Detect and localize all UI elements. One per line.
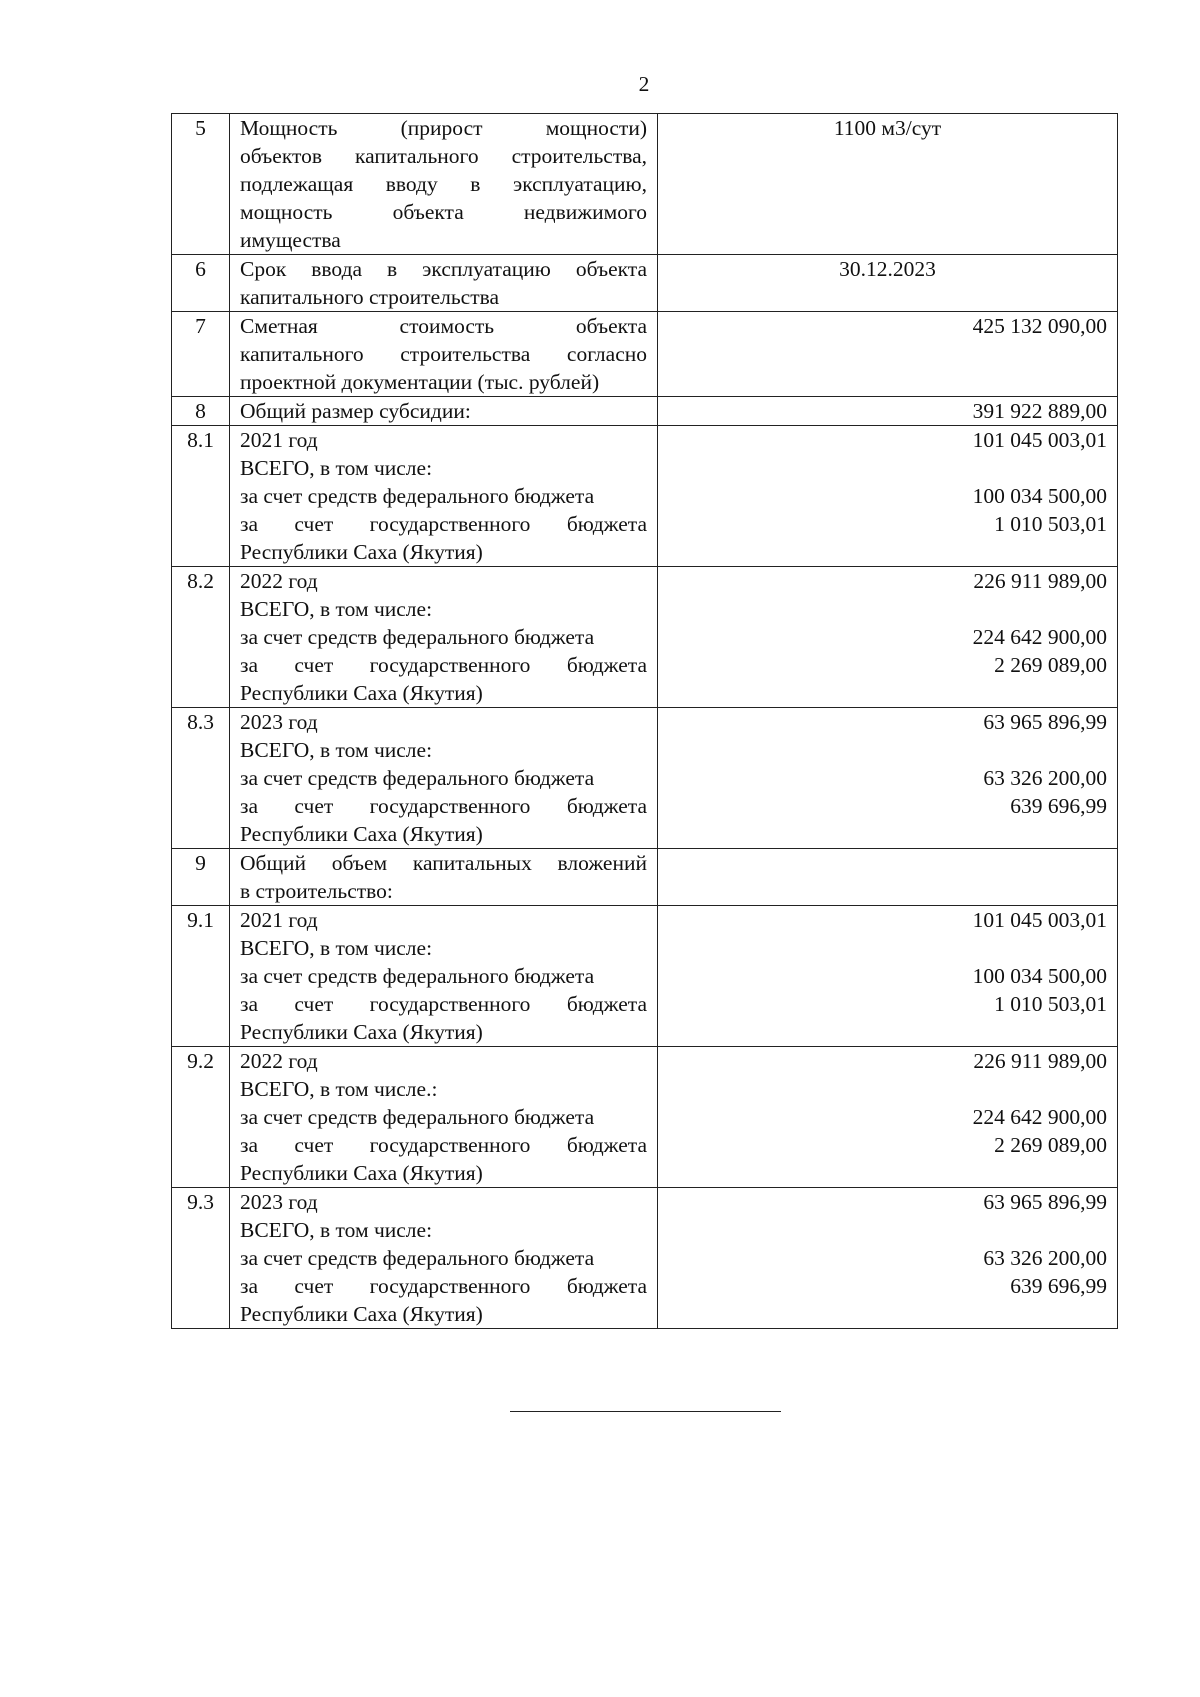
row-description	[230, 849, 658, 906]
description-line: за счет средств федерального бюджета	[240, 766, 595, 790]
description-line: Республики Саха (Якутия)	[240, 822, 483, 846]
row-value	[658, 312, 1118, 397]
description-line: 2023 год	[240, 710, 318, 734]
description-line: ВСЕГО, в том числе:	[240, 597, 433, 621]
row-number: 6	[172, 255, 230, 312]
table-body	[172, 114, 1118, 1329]
value-line: 63 965 896,99	[983, 1190, 1107, 1214]
value-line: 101 045 003,01	[972, 428, 1107, 452]
row-value	[658, 426, 1118, 567]
description-line: за счет средств федерального бюджета	[240, 964, 595, 988]
row-number: 8.1	[172, 426, 230, 567]
row-number: 7	[172, 312, 230, 397]
value-line: 226 911 989,00	[973, 1049, 1107, 1073]
table-row	[172, 114, 1118, 255]
value-line: 391 922 889,00	[972, 399, 1107, 423]
description-line: за счет средств федерального бюджета	[240, 1246, 595, 1270]
description-line: Республики Саха (Якутия)	[240, 1302, 483, 1326]
value-line: 2 269 089,00	[994, 1133, 1107, 1157]
row-description	[230, 255, 658, 312]
row-value	[658, 1188, 1118, 1329]
description-line: ВСЕГО, в том числе:	[240, 1218, 433, 1242]
value-line: 1100 м3/сут	[833, 116, 942, 140]
row-description	[230, 312, 658, 397]
table-row	[172, 567, 1118, 708]
value-line: 63 326 200,00	[983, 766, 1107, 790]
description-line: капитального строительства согласно	[240, 342, 647, 366]
description-line: 2023 год	[240, 1190, 318, 1214]
value-line: 639 696,99	[1010, 794, 1107, 818]
row-value	[658, 114, 1118, 255]
table-row	[172, 426, 1118, 567]
description-line: имущества	[240, 228, 341, 252]
row-number: 8.3	[172, 708, 230, 849]
row-value	[658, 397, 1118, 426]
value-line: 63 965 896,99	[983, 710, 1107, 734]
row-description	[230, 114, 658, 255]
row-value	[658, 849, 1118, 906]
value-line: 100 034 500,00	[972, 484, 1107, 508]
row-number: 9.1	[172, 906, 230, 1047]
value-line	[668, 736, 1107, 764]
description-line: 2021 год	[240, 428, 318, 452]
description-line: Мощность (прирост мощности)	[240, 116, 647, 140]
description-line: Республики Саха (Якутия)	[240, 540, 483, 564]
description-line: за счет государственного бюджета	[240, 653, 647, 677]
value-line	[668, 1216, 1107, 1244]
value-line: 30.12.2023	[839, 257, 936, 281]
table-row	[172, 397, 1118, 426]
row-value	[658, 1047, 1118, 1188]
value-line: 226 911 989,00	[973, 569, 1107, 593]
value-line: 1 010 503,01	[994, 512, 1107, 536]
description-line: за счет государственного бюджета	[240, 512, 647, 536]
value-line: 101 045 003,01	[972, 908, 1107, 932]
row-value	[658, 567, 1118, 708]
table-row	[172, 312, 1118, 397]
description-line: 2021 год	[240, 908, 318, 932]
row-number: 8.2	[172, 567, 230, 708]
description-line: Республики Саха (Якутия)	[240, 681, 483, 705]
description-line: за счет средств федерального бюджета	[240, 484, 595, 508]
description-line: ВСЕГО, в том числе.:	[240, 1077, 438, 1101]
value-line	[668, 454, 1107, 482]
page-number: 2	[638, 72, 650, 96]
row-description	[230, 567, 658, 708]
value-line: 224 642 900,00	[972, 625, 1107, 649]
value-line	[668, 934, 1107, 962]
value-line	[668, 595, 1107, 623]
row-value	[658, 255, 1118, 312]
description-line: за счет государственного бюджета	[240, 992, 647, 1016]
row-description	[230, 426, 658, 567]
row-description	[230, 708, 658, 849]
value-line: 224 642 900,00	[972, 1105, 1107, 1129]
table-row	[172, 1188, 1118, 1329]
description-line: ВСЕГО, в том числе:	[240, 456, 433, 480]
description-line: проектной документации (тыс. рублей)	[240, 370, 600, 394]
description-line: за счет средств федерального бюджета	[240, 625, 595, 649]
row-number: 8	[172, 397, 230, 426]
value-line: 63 326 200,00	[983, 1246, 1107, 1270]
table-row	[172, 1047, 1118, 1188]
description-line: Сметная стоимость объекта	[240, 314, 647, 338]
description-line: в строительство:	[240, 879, 393, 903]
table-row	[172, 906, 1118, 1047]
value-line	[668, 1075, 1107, 1103]
value-line: 1 010 503,01	[994, 992, 1107, 1016]
description-line: Республики Саха (Якутия)	[240, 1161, 483, 1185]
description-line: Общий размер субсидии:	[240, 399, 471, 423]
row-value	[658, 708, 1118, 849]
description-line: ВСЕГО, в том числе:	[240, 738, 433, 762]
description-line: объектов капитального строительства,	[240, 144, 647, 168]
row-number: 9.3	[172, 1188, 230, 1329]
description-line: за счет государственного бюджета	[240, 1133, 647, 1157]
description-line: Общий объем капитальных вложений	[240, 851, 647, 875]
description-line: капитального строительства	[240, 285, 500, 309]
row-description	[230, 1047, 658, 1188]
table-row	[172, 255, 1118, 312]
description-line: за счет средств федерального бюджета	[240, 1105, 595, 1129]
description-line: Республики Саха (Якутия)	[240, 1020, 483, 1044]
description-line: Срок ввода в эксплуатацию объекта	[240, 257, 647, 281]
row-description	[230, 397, 658, 426]
row-description	[230, 1188, 658, 1329]
row-number: 5	[172, 114, 230, 255]
description-line: за счет государственного бюджета	[240, 794, 647, 818]
end-rule	[510, 1411, 781, 1412]
value-line: 100 034 500,00	[972, 964, 1107, 988]
value-line: 639 696,99	[1010, 1274, 1107, 1298]
table-row	[172, 849, 1118, 906]
table-row	[172, 708, 1118, 849]
row-number: 9	[172, 849, 230, 906]
description-line: 2022 год	[240, 569, 318, 593]
description-line: ВСЕГО, в том числе:	[240, 936, 433, 960]
row-value	[658, 906, 1118, 1047]
value-line: 2 269 089,00	[994, 653, 1107, 677]
description-line: за счет государственного бюджета	[240, 1274, 647, 1298]
description-line: мощность объекта недвижимого	[240, 200, 647, 224]
row-description	[230, 906, 658, 1047]
value-line: 425 132 090,00	[972, 314, 1107, 338]
description-line: 2022 год	[240, 1049, 318, 1073]
row-number: 9.2	[172, 1047, 230, 1188]
subsidy-table	[171, 113, 1118, 1329]
description-line: подлежащая вводу в эксплуатацию,	[240, 172, 647, 196]
